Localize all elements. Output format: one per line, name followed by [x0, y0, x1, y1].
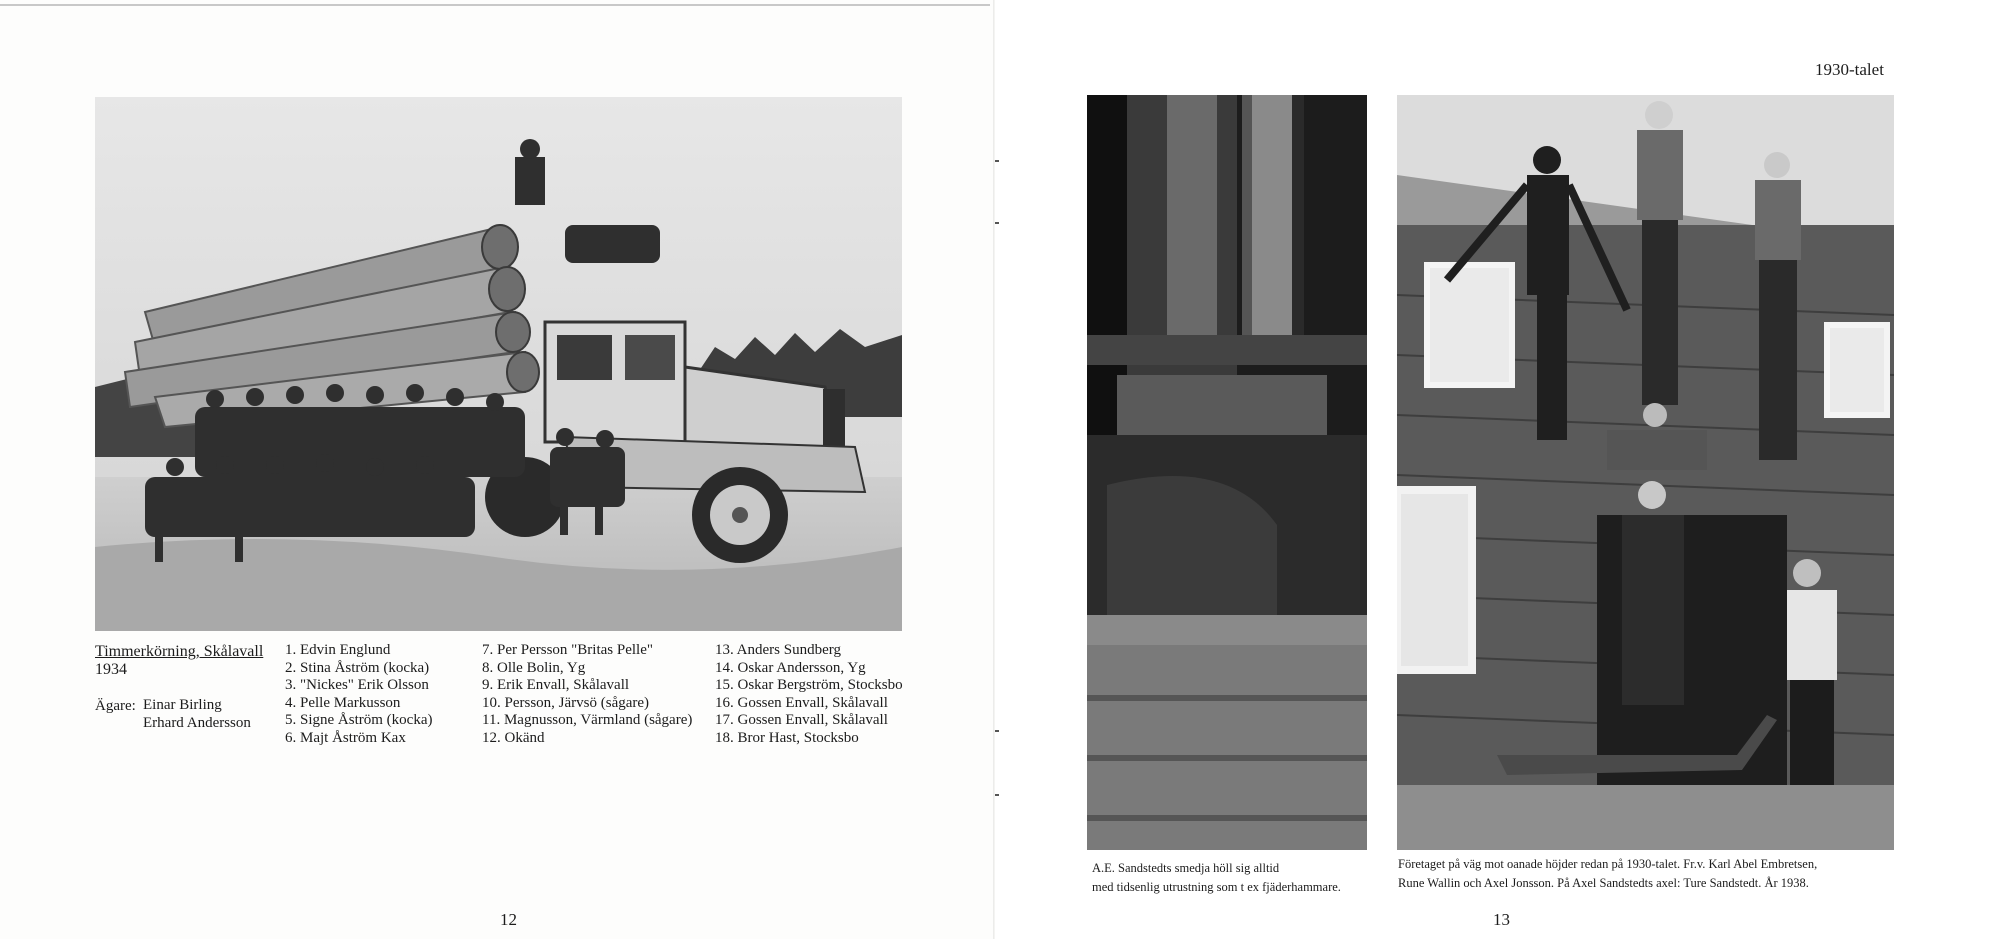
names-column-1	[285, 642, 432, 748]
margin-tick	[995, 222, 999, 224]
right-page	[995, 0, 1991, 939]
list-item: 2. Stina Åström (kocka)	[285, 659, 430, 676]
page-number-right: 13	[1493, 910, 1510, 929]
acrobat-group-photo	[1397, 95, 1894, 850]
list-item: 10. Persson, Järvsö (sågare)	[482, 694, 650, 711]
list-item: 3. "Nickes" Erik Olsson	[285, 677, 429, 694]
owner-block	[95, 697, 136, 715]
acrobat-caption	[1398, 855, 1817, 893]
owner-list	[143, 697, 251, 732]
names-column-3	[715, 642, 903, 748]
list-item: 7. Per Persson "Britas Pelle"	[482, 642, 653, 658]
list-item: 9. Erik Envall, Skålavall	[482, 677, 630, 694]
page-number-left: 12	[500, 910, 517, 929]
spring-hammer-photo	[1087, 95, 1367, 850]
owner-name: Einar Birling	[143, 697, 222, 713]
owner-name: Erhard Andersson	[143, 714, 251, 731]
list-item: 13. Anders Sundberg	[715, 642, 841, 658]
list-item: 8. Olle Bolin, Yg	[482, 659, 586, 676]
names-column-2	[482, 642, 692, 748]
caption-title-text: Timmerkörning, Skålavall	[95, 643, 264, 660]
list-item: 11. Magnusson, Värmland (sågare)	[482, 712, 693, 729]
list-item: 15. Oskar Bergström, Stocksbo	[715, 677, 903, 694]
margin-tick	[995, 794, 999, 796]
caption-line: Rune Wallin och Axel Jonsson. På Axel Sandstedts axel: Ture Sandstedt. År 1938.	[1398, 876, 1809, 890]
list-item: 17. Gossen Envall, Skålavall	[715, 712, 888, 729]
list-item: 4. Pelle Markusson	[285, 694, 401, 711]
section-header: 1930-talet	[1815, 60, 1884, 79]
list-item: 18. Bror Hast, Stocksbo	[715, 729, 859, 746]
timber-truck-photo	[95, 97, 902, 631]
margin-tick	[995, 160, 999, 162]
caption-line: med tidsenlig utrustning som t ex fjäderhammare.	[1092, 880, 1341, 894]
list-item: 6. Majt Åström Kax	[285, 729, 406, 746]
list-item: 12. Okänd	[482, 729, 545, 746]
hammer-caption	[1092, 859, 1341, 897]
caption-line: Företaget på väg mot oanade höjder redan på 1930-talet. Fr.v. Karl Abel Embretsen,	[1398, 857, 1818, 871]
owner-label: Ägare:	[95, 698, 136, 714]
list-item: 14. Oskar Andersson, Yg	[715, 659, 866, 676]
list-item: 5. Signe Åström (kocka)	[285, 712, 433, 729]
margin-tick	[995, 730, 999, 732]
photo-caption-title	[95, 643, 263, 679]
list-item: 16. Gossen Envall, Skålavall	[715, 694, 888, 711]
list-item: 1. Edvin Englund	[285, 642, 391, 658]
top-rule	[0, 4, 990, 6]
left-page	[0, 0, 995, 939]
caption-year: 1934	[95, 661, 127, 678]
caption-line: A.E. Sandstedts smedja höll sig alltid	[1092, 861, 1280, 875]
